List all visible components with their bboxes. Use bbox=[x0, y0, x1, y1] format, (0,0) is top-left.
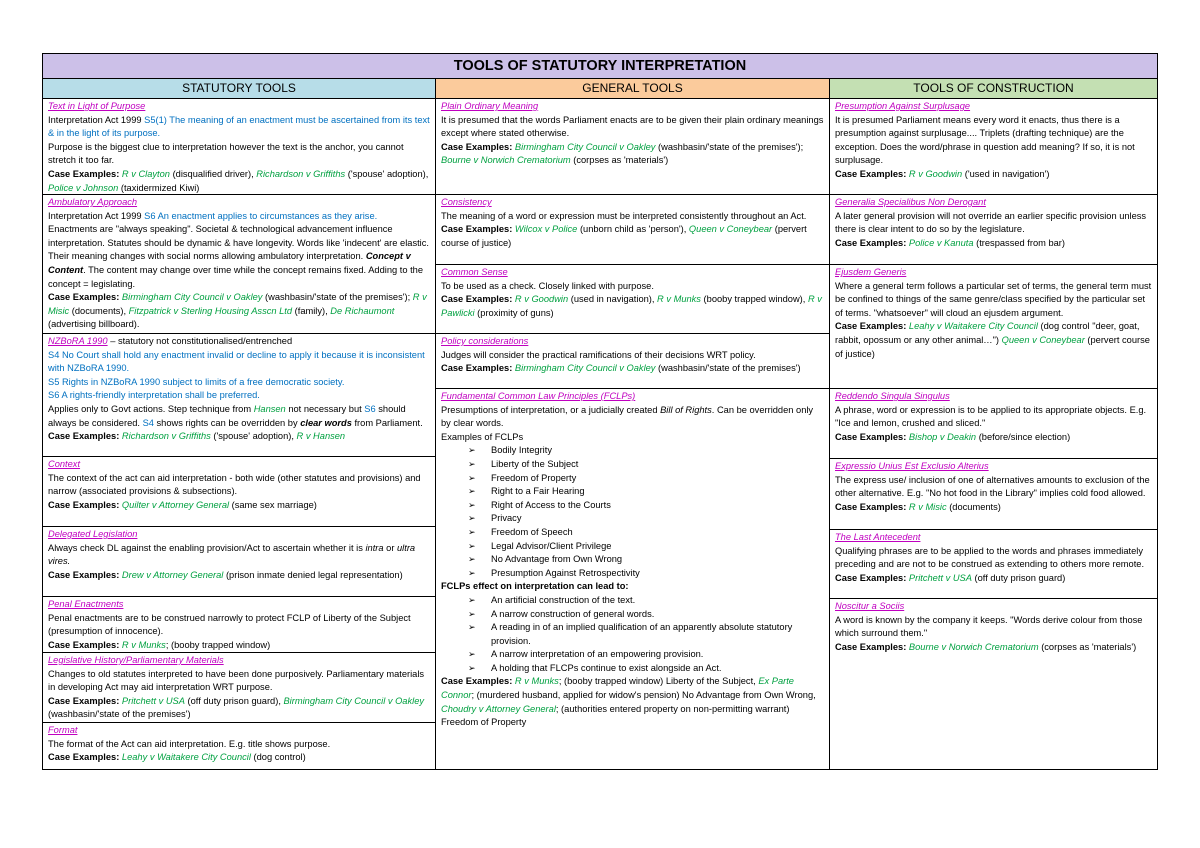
section-heading: Legislative History/Parliamentary Materials bbox=[48, 655, 224, 665]
section-heading: Expressio Unius Est Exclusio Alterius bbox=[835, 461, 989, 471]
section-common-sense: Common Sense To be used as a check. Closely linked with purpose. Case Examples: R v Goodwin (used in navigation), R v Munks (booby trapped window), R v Pawlicki (proximity of guns) bbox=[436, 265, 829, 334]
table-title: TOOLS OF STATUTORY INTERPRETATION bbox=[43, 54, 1157, 79]
list-item: ➢ Legal Advisor/Client Privilege bbox=[468, 540, 824, 554]
list-item: ➢ Right to a Fair Hearing bbox=[468, 485, 824, 499]
section-legislative-history: Legislative History/Parliamentary Materials Changes to old statutes interpreted to have been done purposively. Parliamentary materials in developing Act may aid interpretation WRT purpose. Case Examples: Pritchett v USA (off duty prison guard), Birmingham City Council v Oakley (washbasin/'state of the premises') bbox=[43, 653, 435, 723]
fclp-effects-list bbox=[441, 594, 824, 676]
section-heading: Reddendo Singula Singulus bbox=[835, 391, 950, 401]
section-fundamental-common-law-principles: Fundamental Common Law Principles (FCLPs) Presumptions of interpretation, or a judicially created Bill of Rights. Can be overridden only by clear words. Examples of FCLPs ➢ Bodily Integrity ➢ Liberty of the Subject ➢ Freedom of Property ➢ Right to a Fair Hearing ➢ Right of Access to the Courts ➢ Privacy ➢ Freedom of Speech ➢ Legal Advisor/Client Privilege ➢ No Advantage from Own Wrong ➢ Presumption Against Retrospectivity FCLPs effect on interpretation can lead to: ➢ An artificial construction of the text. ➢ A narrow construction of general words. ➢ A reading in of an implied qualification of an apparently absolute statutory provision. ➢ A narrow interpretation of an empowering provision. ➢ A holding that FLCPs continue to exist alongside an Act. Case Examples: R v Munks; (booby trapped window) Liberty of the Subject, Ex Parte Connor; (murdered husband, applied for widow's pension) No Advantage from Own Wrong, Choudry v Attorney General; (authorities entered property on non-permitting warrant) Freedom of Property bbox=[436, 389, 829, 769]
header-general-tools: GENERAL TOOLS bbox=[436, 79, 830, 98]
section-ejusdem-generis: Ejusdem Generis Where a general term follows a particular set of terms, the general term must be confined to things of the same genre/class specified by the particular set of terms. "whatsoever" will cloud an ejusdem argument. Case Examples: Leahy v Waitakere City Council (dog control "deer, goat, rabbit, opossum or any other animal…") Queen v Coneybear (pervert course of justice) bbox=[830, 265, 1157, 389]
list-item: ➢ Freedom of Speech bbox=[468, 526, 824, 540]
list-item: ➢ A reading in of an implied qualification of an apparently absolute statutory provision. bbox=[468, 621, 824, 648]
section-heading: Plain Ordinary Meaning bbox=[441, 101, 539, 111]
section-heading: Generalia Specialibus Non Derogant bbox=[835, 197, 986, 207]
header-tools-of-construction: TOOLS OF CONSTRUCTION bbox=[830, 79, 1157, 98]
section-context: Context The context of the act can aid interpretation - both wide (other statutes and provisions) and narrow (associated provisions & subsections). Case Examples: Quilter v Attorney General (same sex marriage) bbox=[43, 457, 435, 527]
list-item: ➢ Freedom of Property bbox=[468, 472, 824, 486]
list-item: ➢ Presumption Against Retrospectivity bbox=[468, 567, 824, 581]
tools-of-construction-column bbox=[830, 99, 1157, 769]
section-noscitur-a-sociis: Noscitur a Sociis A word is known by the company it keeps. "Words derive colour from those which surround them." Case Examples: Bourne v Norwich Crematorium (corpses as 'materials') bbox=[835, 601, 1143, 652]
section-heading: Ejusdem Generis bbox=[835, 267, 907, 277]
list-item: ➢ An artificial construction of the text. bbox=[468, 594, 824, 608]
section-format: Format The format of the Act can aid interpretation. E.g. title shows purpose. Case Examples: Leahy v Waitakere City Council (dog control) bbox=[48, 725, 331, 763]
list-item: ➢ Bodily Integrity bbox=[468, 444, 824, 458]
section-heading: Common Sense bbox=[441, 267, 508, 277]
list-item: ➢ Right of Access to the Courts bbox=[468, 499, 824, 513]
section-heading: Format bbox=[48, 725, 78, 735]
list-item: ➢ A narrow interpretation of an empowering provision. bbox=[468, 648, 824, 662]
section-consistency: Consistency The meaning of a word or expression must be interpreted consistently throughout an Act. Case Examples: Wilcox v Police (unborn child as 'person'), Queen v Coneybear (pervert course of justice) bbox=[436, 195, 829, 265]
section-heading: NZBoRA 1990 bbox=[48, 336, 108, 346]
section-heading: Consistency bbox=[441, 197, 492, 207]
section-heading: Context bbox=[48, 459, 81, 469]
list-item: ➢ A holding that FLCPs continue to exist alongside an Act. bbox=[468, 662, 824, 676]
list-item: ➢ No Advantage from Own Wrong bbox=[468, 553, 824, 567]
section-heading: Fundamental Common Law Principles (FCLPs) bbox=[441, 391, 636, 401]
section-penal-enactments: Penal Enactments Penal enactments are to be construed narrowly to protect FCLP of Liberty of the Subject (presumption of innocence). Case Examples: R v Munks; (booby trapped window) bbox=[43, 597, 435, 653]
list-item: ➢ Privacy bbox=[468, 512, 824, 526]
column-headers bbox=[43, 79, 1157, 99]
section-heading: Policy considerations bbox=[441, 336, 529, 346]
section-policy-considerations: Policy considerations Judges will consider the practical ramifications of their decisions WRT policy. Case Examples: Birmingham City Council v Oakley (washbasin/'state of the premises') bbox=[436, 334, 829, 389]
section-ambulatory-approach: Ambulatory Approach Interpretation Act 1999 S6 An enactment applies to circumstances as they arise. Enactments are "always speaking". Societal & technological advancement influence interpretation. Statutes should be dynamic & have longevity. Words like 'indecent' are elastic. Their meaning changes with social norms allowing ambulatory interpretation. Concept v Content. The content may change over time while the concept remains fixed. Adding to the concept = legislating. Case Examples: Birmingham City Council v Oakley (washbasin/'state of the premises'); R v Misic (documents), Fitzpatrick v Sterling Housing Asscn Ltd (family), De Richaumont (advertising billboard). bbox=[43, 195, 435, 334]
statutory-tools-column bbox=[43, 99, 436, 769]
section-text-in-light-of-purpose: Text in Light of Purpose Interpretation Act 1999 S5(1) The meaning of an enactment must be ascertained from its text & in the light of its purpose. Purpose is the biggest clue to interpretation however the text is the anchor, you cannot stretch it too far. Case Examples: R v Clayton (disqualified driver), Richardson v Griffiths ('spouse' adoption), Police v Johnson (taxidermized Kiwi) bbox=[43, 99, 435, 195]
section-generalia-specialibus: Generalia Specialibus Non Derogant A later general provision will not override an earlier specific provision unless there is clear intent to do so by the legislature. Case Examples: Police v Kanuta (trespassed from bar) bbox=[830, 195, 1157, 265]
section-heading: The Last Antecedent bbox=[835, 532, 921, 542]
section-heading: Presumption Against Surplusage bbox=[835, 101, 971, 111]
general-tools-column bbox=[436, 99, 830, 769]
statutory-interpretation-table bbox=[42, 53, 1158, 770]
list-item: ➢ Liberty of the Subject bbox=[468, 458, 824, 472]
section-heading: Noscitur a Sociis bbox=[835, 601, 905, 611]
section-heading: Text in Light of Purpose bbox=[48, 101, 146, 111]
section-presumption-against-surplusage: Presumption Against Surplusage It is presumed Parliament means every word it enacts, thus there is a presumption against surplusage.... Triplets (drafting technique) are the exception. Does the word/phrase in question add meaning? If so, it is not surplusage. Case Examples: R v Goodwin ('used in navigation') bbox=[830, 99, 1157, 195]
section-last-antecedent: The Last Antecedent Qualifying phrases are to be applied to the words and phrases immediately preceding and are not to be construed as extending to others more remote. Case Examples: Pritchett v USA (off duty prison guard) bbox=[830, 530, 1157, 599]
section-heading: Penal Enactments bbox=[48, 599, 124, 609]
section-heading: Ambulatory Approach bbox=[48, 197, 138, 207]
section-reddendo-singula: Reddendo Singula Singulus A phrase, word or expression is to be applied to its appropriate objects. E.g. "Ice and lemon, crushed and sliced." Case Examples: Bishop v Deakin (before/since election) bbox=[830, 389, 1157, 459]
list-item: ➢ A narrow construction of general words. bbox=[468, 608, 824, 622]
fclp-examples-list bbox=[441, 444, 824, 580]
section-heading: Delegated Legislation bbox=[48, 529, 138, 539]
section-expressio-unius: Expressio Unius Est Exclusio Alterius The express use/ inclusion of one of alternatives amounts to exclusion of the other alternative. E.g. "No hot food in the Library" implies cold food allowed. Case Examples: R v Misic (documents) bbox=[830, 459, 1157, 530]
section-nzbora-1990: NZBoRA 1990 – statutory not constitutionalised/entrenched S4 No Court shall hold any enactment invalid or decline to apply it because it is inconsistent with NZBoRA 1990. S5 Rights in NZBoRA 1990 subject to limits of a free democratic society. S6 A rights-friendly interpretation shall be preferred. Applies only to Govt actions. Step technique from Hansen not necessary but S6 should always be considered. S4 shows rights can be overridden by clear words from Parliament. Case Examples: Richardson v Griffiths ('spouse' adoption), R v Hansen bbox=[43, 334, 435, 457]
header-statutory-tools: STATUTORY TOOLS bbox=[43, 79, 436, 98]
section-plain-ordinary-meaning: Plain Ordinary Meaning It is presumed that the words Parliament enacts are to be given their plain ordinary meanings except where stated otherwise. Case Examples: Birmingham City Council v Oakley (washbasin/'state of the premises'); Bourne v Norwich Crematorium (corpses as 'materials') bbox=[436, 99, 829, 195]
section-delegated-legislation: Delegated Legislation Always check DL against the enabling provision/Act to ascertain whether it is intra or ultra vires. Case Examples: Drew v Attorney General (prison inmate denied legal representation) bbox=[43, 527, 435, 597]
